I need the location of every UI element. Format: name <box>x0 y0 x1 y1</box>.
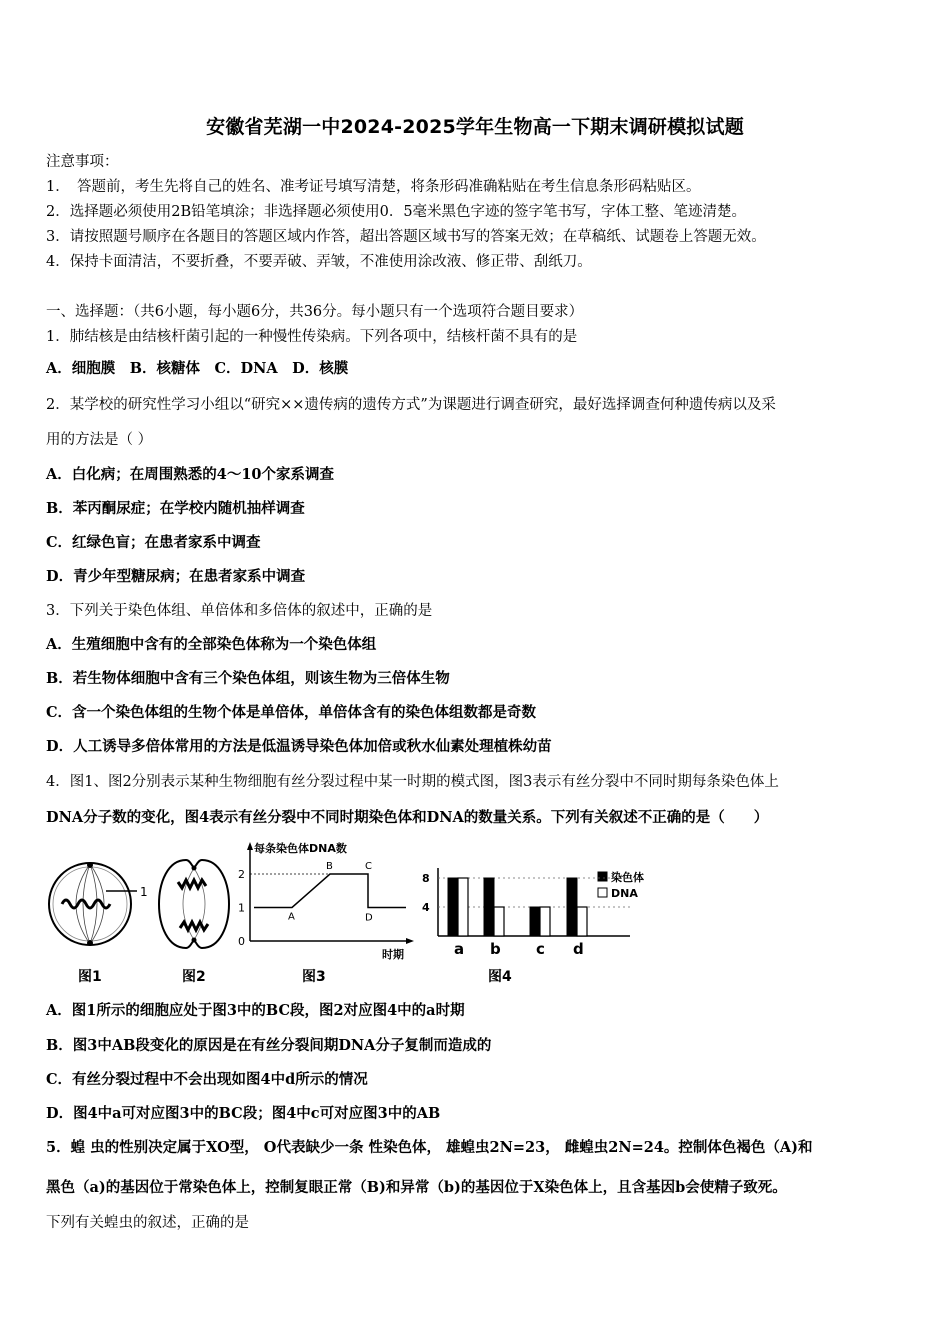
fig3-x-label: 时期 <box>382 948 404 961</box>
fig3-series-line <box>254 874 406 908</box>
q4-option-c: C．有丝分裂过程中不会出现如图4中d所示的情况 <box>46 1071 368 1088</box>
q4-figures-svg <box>40 838 660 988</box>
fig4-y-tick-label: 4 <box>422 901 430 914</box>
q3-option-d: D．人工诱导多倍体常用的方法是低温诱导染色体加倍或秋水仙素处理植株幼苗 <box>46 738 552 755</box>
q2-option-a: A．白化病；在周围熟悉的4～10个家系调查 <box>46 466 335 483</box>
fig4-bar-chromosome <box>530 907 540 936</box>
q4-figures <box>40 838 660 988</box>
q3-option-a: A．生殖细胞中含有的全部染色体称为一个染色体组 <box>46 636 377 653</box>
fig4-bar-chromosome <box>567 878 577 936</box>
fig4-bar-dna <box>577 907 587 936</box>
fig1-caption: 图1 <box>78 969 102 985</box>
q1-options: A．细胞膜 B．核糖体 C．DNA D．核膜 <box>46 360 349 377</box>
notice-item: 3．请按照题号顺序在各题目的答题区域内作答，超出答题区域书写的答案无效；在草稿纸、试题卷上答题无效。 <box>46 229 766 245</box>
notice-heading: 注意事项： <box>46 154 119 170</box>
fig3-y-tick-label: 1 <box>238 901 245 915</box>
fig2-caption: 图2 <box>182 969 206 985</box>
page-title: 安徽省芜湖一中2024-2025学年生物高一下期末调研模拟试题 <box>206 116 744 138</box>
fig4-category-label: b <box>490 940 501 958</box>
q3-stem: 3．下列关于染色体组、单倍体和多倍体的叙述中，正确的是 <box>46 603 433 619</box>
q2-option-b: B．苯丙酮尿症；在学校内随机抽样调查 <box>46 500 305 517</box>
section-heading: 一、选择题：（共6小题，每小题6分，共36分。每小题只有一个选项符合题目要求） <box>46 304 584 320</box>
fig1-pointer-label: 1 <box>140 885 148 899</box>
fig2-cell <box>159 860 229 985</box>
q2-option-d: D．青少年型糖尿病；在患者家系中调查 <box>46 568 306 585</box>
fig4-category-label: c <box>536 940 545 958</box>
fig4-caption: 图4 <box>488 969 512 985</box>
q2-stem-line1: 2．某学校的研究性学习小组以“研究××遗传病的遗传方式”为课题进行调查研究，最好选择调查何种遗传病以及采 <box>46 397 776 413</box>
q2-option-c: C．红绿色盲；在患者家系中调查 <box>46 534 261 551</box>
fig4-legend-chromosome: 染色体 <box>611 871 644 884</box>
fig3-y-tick-label: 2 <box>238 868 245 881</box>
q5-stem-line3: 下列有关蝗虫的叙述，正确的是 <box>46 1215 249 1231</box>
fig3-caption: 图3 <box>302 969 326 985</box>
fig3-point-label: B <box>326 861 333 872</box>
fig4-bar-dna <box>540 907 550 936</box>
fig4-legend-swatch-dna <box>598 888 607 897</box>
fig3-point-label: A <box>288 911 295 923</box>
notice-item: 4．保持卡面清洁，不要折叠，不要弄破、弄皱，不准使用涂改液、修正带、刮纸刀。 <box>46 254 592 270</box>
q4-option-b: B．图3中AB段变化的原因是在有丝分裂间期DNA分子复制而造成的 <box>46 1037 492 1054</box>
q2-stem-line2: 用的方法是（ ） <box>46 432 153 448</box>
fig3-point-label: D <box>365 912 373 924</box>
q4-stem-line2: DNA分子数的变化，图4表示有丝分裂中不同时期染色体和DNA的数量关系。下列有关叙述不正确的是（ ） <box>46 809 769 826</box>
fig3-x-axis-arrow <box>406 938 414 944</box>
fig4-bar-chromosome <box>484 878 494 936</box>
fig4-bar-dna <box>458 878 468 936</box>
q3-option-b: B．若生物体细胞中含有三个染色体组，则该生物为三倍体生物 <box>46 670 450 687</box>
q4-stem-line1: 4．图1、图2分别表示某种生物细胞有丝分裂过程中某一时期的模式图，图3表示有丝分裂中不同时期每条染色体上 <box>46 774 779 790</box>
fig1-cell <box>49 862 148 985</box>
fig4-y-tick-label: 8 <box>422 872 430 885</box>
fig3-y-label: 每条染色体DNA数 <box>254 842 347 855</box>
q3-option-c: C．含一个染色体组的生物个体是单倍体，单倍体含有的染色体组数都是奇数 <box>46 704 537 721</box>
fig4-bar-chromosome <box>448 878 458 936</box>
fig3-y-axis-arrow <box>247 842 253 850</box>
q4-option-a: A．图1所示的细胞应处于图3中的BC段，图2对应图4中的a时期 <box>46 1002 465 1019</box>
notice-item: 1． 答题前，考生先将自己的姓名、准考证号填写清楚，将条形码准确粘贴在考生信息条形码粘贴区。 <box>46 179 701 195</box>
fig4-legend-swatch-chromosome <box>598 872 607 881</box>
fig3-chart <box>238 841 414 985</box>
fig4-chart <box>422 868 644 985</box>
fig3-point-label: C <box>365 861 372 872</box>
fig4-category-label: d <box>573 940 584 958</box>
fig4-legend-dna: DNA <box>611 887 638 900</box>
q5-stem-line1: 5．蝗 虫的性别决定属于XO型， O代表缺少一条 性染色体， 雄蝗虫2N=23， 雌蝗虫2N=24。控制体色褐色（A)和 <box>46 1139 813 1156</box>
fig4-category-label: a <box>454 940 465 958</box>
notice-item: 2．选择题必须使用2B铅笔填涂；非选择题必须使用0．5毫米黑色字迹的签字笔书写，字体工整、笔迹清楚。 <box>46 204 747 220</box>
q5-stem-line2: 黑色（a)的基因位于常染色体上，控制复眼正常（B)和异常（b)的基因位于X染色体上，且含基因b会使精子致死。 <box>46 1179 787 1196</box>
fig4-bar-dna <box>494 907 504 936</box>
q1-stem: 1．肺结核是由结核杆菌引起的一种慢性传染病。下列各项中，结核杆菌不具有的是 <box>46 329 578 345</box>
fig3-y-tick-label: 0 <box>238 935 245 948</box>
q4-option-d: D．图4中a可对应图3中的BC段；图4中c可对应图3中的AB <box>46 1105 441 1122</box>
